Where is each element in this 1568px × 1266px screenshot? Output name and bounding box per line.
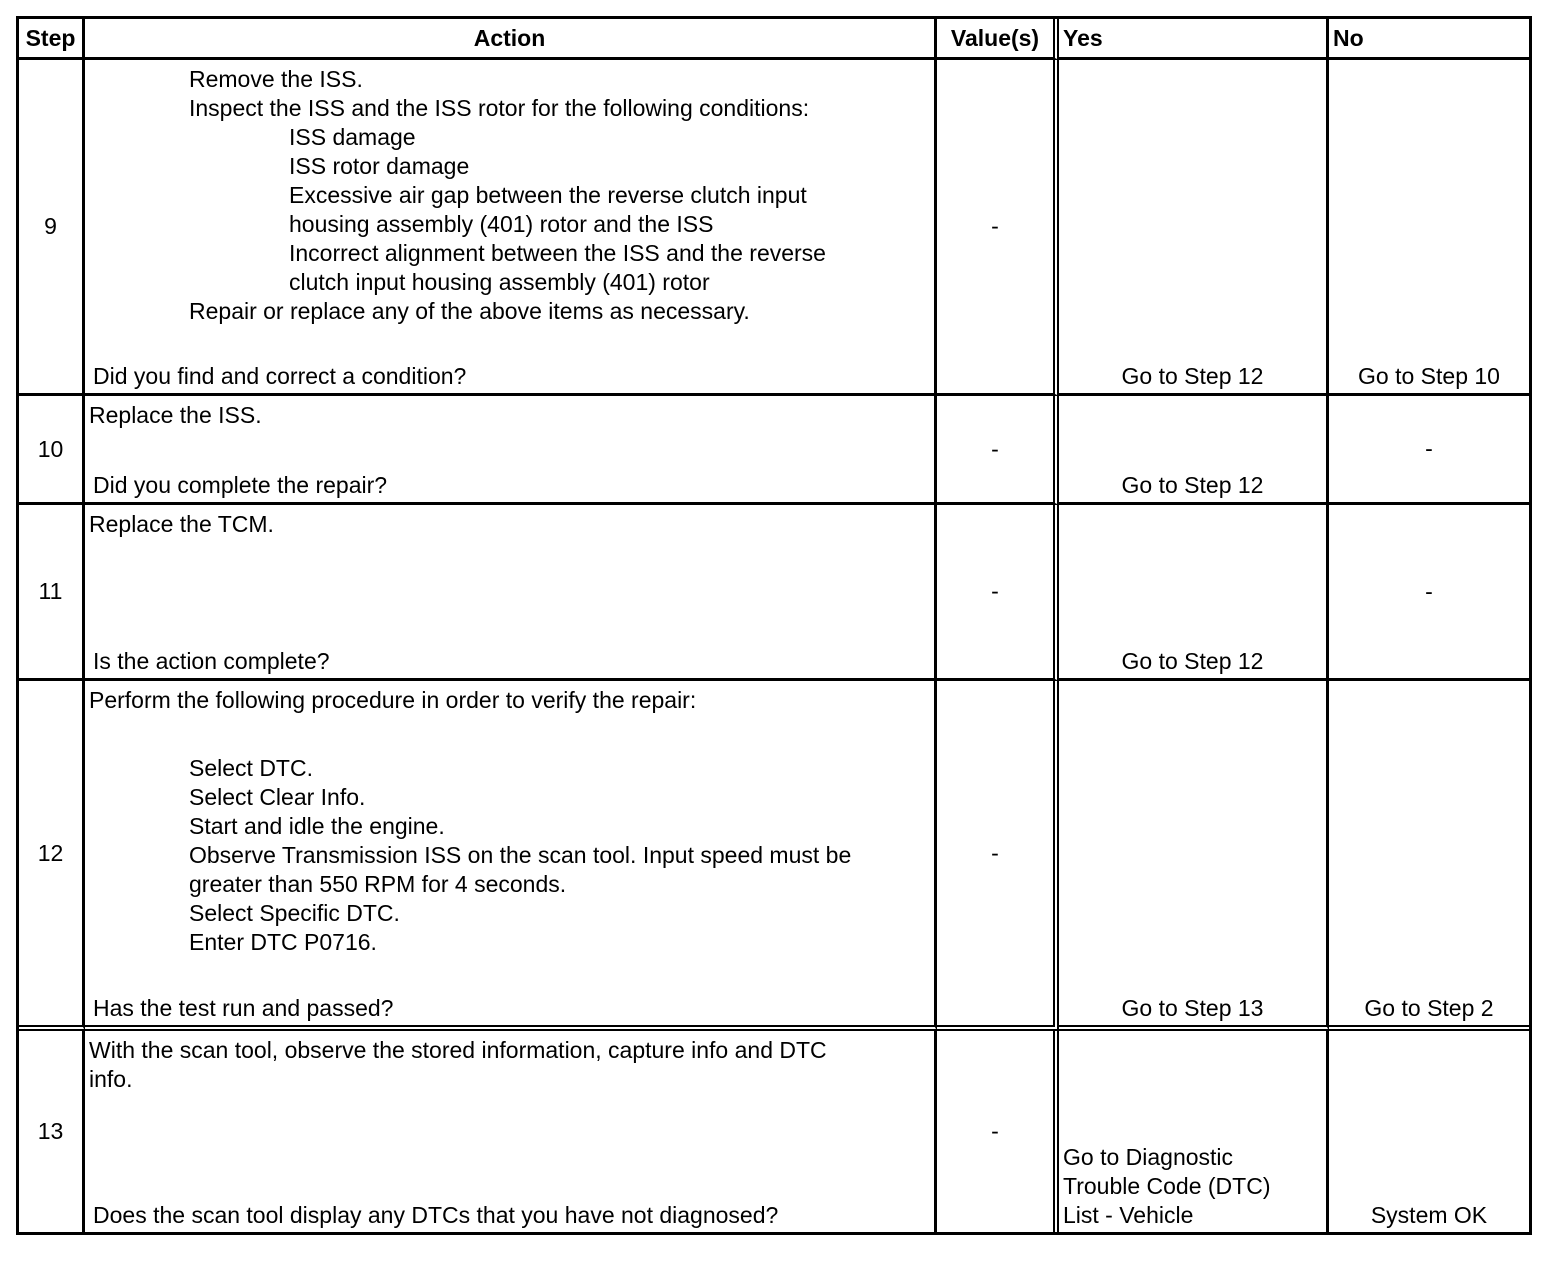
action-cell	[85, 60, 937, 396]
action-line: Inspect the ISS and the ISS rotor for the following conditions:	[189, 95, 810, 121]
action-line: info.	[89, 1066, 133, 1092]
action-line: Select Specific DTC.	[189, 900, 400, 926]
yes-result: Go to Step 12	[1121, 472, 1264, 498]
step-number: 11	[19, 505, 85, 681]
action-line: Select Clear Info.	[189, 784, 366, 810]
yes-result-line: Trouble Code (DTC)	[1063, 1173, 1271, 1199]
action-question: Does the scan tool display any DTCs that you have not diagnosed?	[93, 1202, 779, 1228]
action-question: Did you complete the repair?	[93, 472, 388, 498]
action-line: Remove the ISS.	[189, 66, 363, 92]
yes-result	[1063, 1143, 1270, 1230]
action-question: Did you find and correct a condition?	[93, 363, 467, 389]
yes-result: Go to Step 12	[1121, 648, 1264, 674]
diagnostic-table	[16, 16, 1532, 1235]
action-line: Start and idle the engine.	[189, 813, 445, 839]
table-row	[19, 681, 1529, 1031]
no-cell	[1329, 60, 1529, 396]
values-cell: -	[937, 505, 1059, 681]
action-line: Incorrect alignment between the ISS and the reverse	[289, 240, 826, 266]
no-result: -	[1425, 578, 1433, 604]
action-line: Observe Transmission ISS on the scan tool. Input speed must be	[189, 842, 852, 868]
action-line: Enter DTC P0716.	[189, 929, 377, 955]
yes-cell	[1059, 681, 1329, 1031]
action-line: Perform the following procedure in order to verify the repair:	[89, 687, 697, 713]
yes-cell	[1059, 60, 1329, 396]
action-line: housing assembly (401) rotor and the ISS	[289, 211, 714, 237]
table-row	[19, 396, 1529, 505]
action-line: ISS rotor damage	[289, 153, 470, 179]
step-number: 12	[19, 681, 85, 1031]
no-result: System OK	[1370, 1202, 1488, 1228]
header-no: No	[1329, 19, 1529, 60]
step-number: 10	[19, 396, 85, 505]
table-row	[19, 1031, 1529, 1232]
action-question: Is the action complete?	[93, 648, 330, 674]
no-cell	[1329, 1031, 1529, 1232]
action-line: Replace the TCM.	[89, 511, 274, 537]
action-line: ISS damage	[289, 124, 416, 150]
step-number: 9	[19, 60, 85, 396]
values-cell: -	[937, 1031, 1059, 1232]
action-cell	[85, 505, 937, 681]
no-result: Go to Step 2	[1364, 995, 1494, 1021]
action-line: Select DTC.	[189, 755, 313, 781]
step-number: 13	[19, 1031, 85, 1232]
table-row	[19, 60, 1529, 396]
header-step: Step	[19, 19, 85, 60]
action-line: greater than 550 RPM for 4 seconds.	[189, 871, 567, 897]
yes-result-line: List - Vehicle	[1063, 1202, 1194, 1228]
action-line: Excessive air gap between the reverse clutch input	[289, 182, 807, 208]
values-cell: -	[937, 396, 1059, 505]
values-cell: -	[937, 681, 1059, 1031]
yes-cell	[1059, 1031, 1329, 1232]
no-result: Go to Step 10	[1358, 363, 1500, 389]
no-cell	[1329, 396, 1529, 505]
no-cell	[1329, 505, 1529, 681]
table-row	[19, 505, 1529, 681]
values-cell: -	[937, 60, 1059, 396]
action-line: Replace the ISS.	[89, 402, 262, 428]
yes-result: Go to Step 13	[1121, 995, 1264, 1021]
table-header-row	[19, 19, 1529, 60]
no-cell	[1329, 681, 1529, 1031]
yes-result-line: Go to Diagnostic	[1063, 1144, 1234, 1170]
action-cell	[85, 396, 937, 505]
yes-cell	[1059, 505, 1329, 681]
action-line: With the scan tool, observe the stored information, capture info and DTC	[89, 1037, 827, 1063]
action-cell	[85, 1031, 937, 1232]
yes-result: Go to Step 12	[1121, 363, 1264, 389]
yes-cell	[1059, 396, 1329, 505]
action-line: Repair or replace any of the above items as necessary.	[189, 298, 750, 324]
spacer	[89, 715, 934, 754]
header-yes: Yes	[1059, 19, 1329, 60]
no-result: -	[1425, 435, 1433, 462]
action-question: Has the test run and passed?	[93, 995, 394, 1021]
action-cell	[85, 681, 937, 1031]
action-line: clutch input housing assembly (401) rotor	[289, 269, 710, 295]
header-values: Value(s)	[937, 19, 1059, 60]
header-action: Action	[85, 19, 937, 60]
